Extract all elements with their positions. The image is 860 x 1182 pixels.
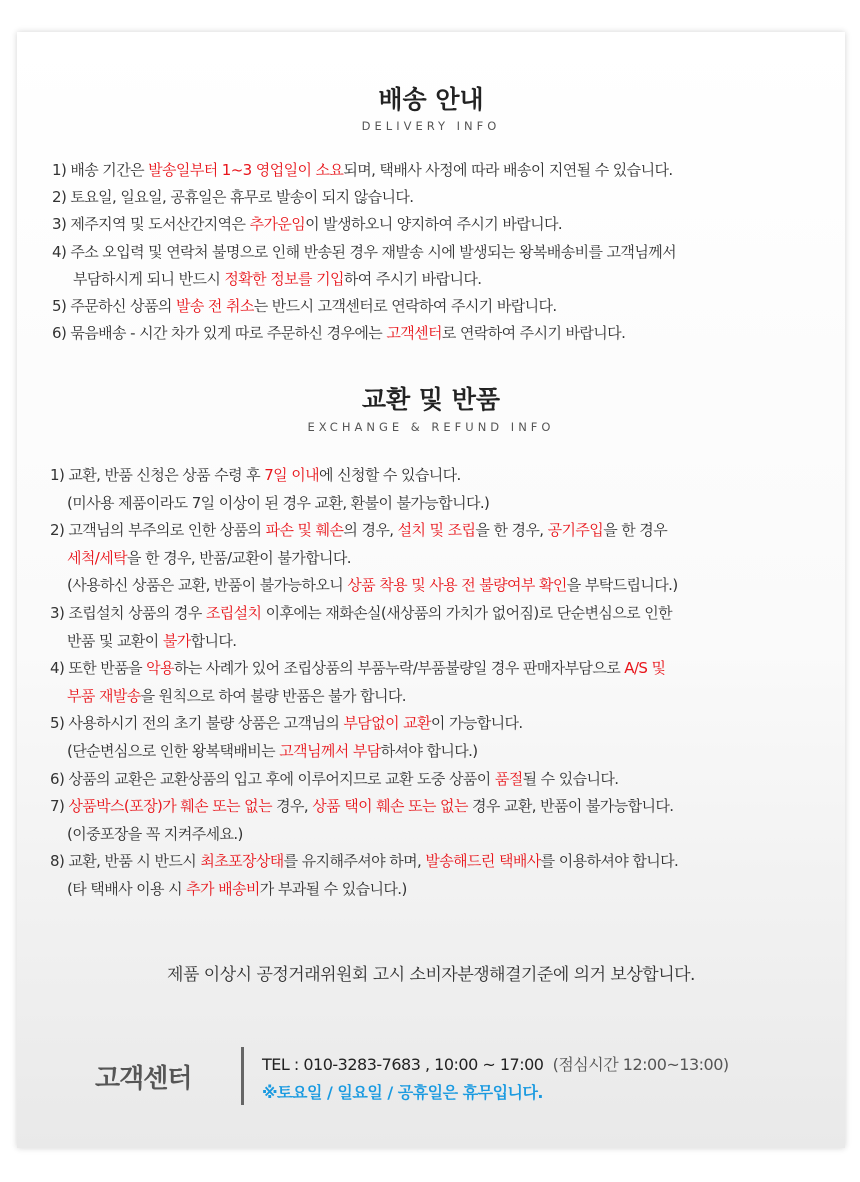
text: 6) 묶음배송 - 시간 차가 있게 따로 주문하신 경우에는: [52, 324, 387, 343]
text: 6) 상품의 교환은 교환상품의 입고 후에 이루어지므로 교환 도중 상품이: [50, 769, 495, 788]
highlight-text: 추가 배송비: [186, 880, 260, 898]
text: 에 신청할 수 있습니다.: [319, 466, 461, 484]
highlight-text: 상품 택이 훼손 또는 없는: [312, 797, 468, 816]
text: 을 한 경우, 반품/교환이 불가합니다.: [127, 548, 351, 567]
text: 하셔야 합니다.): [380, 742, 478, 760]
highlight-text: 품절: [494, 769, 523, 788]
text: 5) 사용하시기 전의 초기 불량 상품은 고객님의: [50, 714, 344, 733]
highlight-text: 상품 착용 및 사용 전 불량여부 확인: [347, 576, 567, 595]
holiday-notice: ※토요일 / 일요일 / 공휴일은 휴무입니다.: [262, 1083, 544, 1102]
highlight-text: 부품 재발송: [67, 686, 141, 705]
text: 반품 및 교환이: [67, 631, 163, 650]
customer-center-label: 고객센터: [95, 1064, 192, 1094]
list-item: [67, 823, 243, 844]
text: 부담하시게 되니 반드시: [73, 269, 225, 288]
text: 되며, 택배사 사정에 따라 배송이 지연될 수 있습니다.: [343, 161, 673, 179]
highlight-text: 파손 및 훼손: [265, 521, 344, 540]
list-item: [50, 519, 667, 540]
list-item: [52, 213, 562, 234]
highlight-text: 상품박스(포장)가 훼손 또는 없는: [68, 797, 272, 816]
highlight-text: 추가운임: [249, 215, 306, 234]
text: 합니다.: [190, 631, 237, 650]
text: 7): [50, 797, 69, 816]
text: 2) 토요일, 일요일, 공휴일은 휴무로 발송이 되지 않습니다.: [52, 188, 414, 207]
customer-center-tel: [262, 1052, 729, 1075]
highlight-text: 고객님께서 부담: [279, 742, 381, 760]
highlight-text: A/S 및: [624, 659, 666, 678]
text: (단순변심으로 인한 왕복택배비는: [67, 742, 280, 760]
highlight-text: 공기주입: [547, 521, 604, 540]
text: 3) 조립설치 상품의 경우: [50, 604, 206, 622]
text: 4) 주소 오입력 및 연락처 불명으로 인해 반송된 경우 재발송 시에 발생되는 왕복배송비를 고객님께서: [52, 242, 676, 261]
highlight-text: 정확한 정보를 기입: [224, 269, 344, 288]
highlight-text: 발송해드린 택배사: [425, 852, 541, 871]
text: 3) 제주지역 및 도서산간지역은: [52, 215, 250, 234]
text: (타 택배사 이용 시: [67, 880, 187, 898]
text: 2) 고객님의 부주의로 인한 상품의: [50, 521, 266, 540]
text: 을 원칙으로 하여 불량 반품은 불가 합니다.: [140, 686, 406, 705]
highlight-text: 설치 및 조립: [397, 521, 476, 540]
text: (사용하신 상품은 교환, 반품이 불가능하오니: [67, 576, 348, 595]
highlight-text: 7일 이내: [264, 466, 320, 484]
text: 경우 교환, 반품이 불가능합니다.: [467, 797, 674, 816]
text: 이 발생하오니 양지하여 주시기 바랍니다.: [305, 215, 563, 234]
text: 을 한 경우,: [475, 521, 548, 540]
text: (이중포장을 꼭 지켜주세요.): [67, 824, 243, 843]
list-item: [67, 574, 678, 595]
text: 는 반드시 고객센터로 연락하여 주시기 바랍니다.: [253, 297, 557, 315]
text: 하여 주시기 바랍니다.: [343, 269, 482, 288]
list-item: [67, 630, 236, 651]
text: (미사용 제품이라도 7일 이상이 된 경우 교환, 환불이 불가능합니다.): [67, 493, 490, 512]
lunch-hours: (점심시간 12:00~13:00): [552, 1055, 729, 1074]
text: 될 수 있습니다.: [522, 769, 619, 788]
text: 하는 사례가 있어 조립상품의 부품누락/부품불량일 경우 판매자부담으로: [173, 659, 625, 678]
divider: [241, 1047, 244, 1105]
list-item: [50, 657, 665, 678]
highlight-text: 고객센터: [386, 324, 442, 343]
text: 를 이용하셔야 합니다.: [540, 852, 679, 871]
list-item: [50, 464, 461, 485]
list-item: [52, 295, 557, 316]
list-item: [50, 768, 618, 789]
compensation-notice: 제품 이상시 공정거래위원회 고시 소비자분쟁해결기준에 의거 보상합니다.: [167, 965, 695, 985]
list-item: [52, 322, 625, 343]
text: 5) 주문하신 상품의: [52, 297, 176, 315]
text: 8) 교환, 반품 시 반드시: [50, 852, 201, 871]
text: 이 가능합니다.: [430, 714, 523, 733]
text: 가 부과될 수 있습니다.): [259, 880, 407, 898]
text: 1) 배송 기간은: [52, 161, 149, 179]
highlight-text: 발송일부터 1~3 영업일이 소요: [148, 161, 344, 179]
list-item: [67, 878, 407, 899]
text: 을 한 경우: [603, 521, 668, 540]
list-item: [52, 241, 676, 262]
highlight-text: 악용: [146, 659, 174, 678]
delivery-title: 배송 안내: [378, 85, 484, 114]
text: 을 부탁드립니다.): [566, 576, 678, 595]
info-card: [17, 32, 845, 1148]
list-item: [73, 268, 481, 289]
list-item: [67, 492, 489, 513]
text: 1) 교환, 반품 신청은 상품 수령 후: [50, 466, 265, 484]
exchange-title: 교환 및 반품: [361, 385, 501, 414]
list-item: [50, 795, 673, 816]
text: 의 경우,: [343, 521, 398, 540]
highlight-text: 발송 전 취소: [175, 297, 254, 315]
list-item: [52, 186, 413, 207]
highlight-text: 불가: [162, 631, 191, 650]
list-item: [67, 547, 351, 568]
highlight-text: 부담없이 교환: [343, 714, 431, 733]
highlight-text: 세척/세탁: [67, 548, 128, 567]
exchange-subtitle: EXCHANGE & REFUND INFO: [307, 420, 555, 434]
list-item: [50, 712, 523, 733]
text: 4) 또한 반품을: [50, 659, 147, 678]
list-item: [67, 740, 478, 761]
text: 경우,: [271, 797, 313, 816]
list-item: [52, 159, 673, 180]
tel-hours: TEL : 010-3283-7683 , 10:00 ~ 17:00: [262, 1055, 544, 1074]
list-item: [50, 602, 672, 623]
highlight-text: 조립설치: [205, 604, 262, 622]
delivery-subtitle: DELIVERY INFO: [361, 119, 501, 133]
text: 를 유지해주셔야 하며,: [283, 852, 426, 871]
highlight-text: 최초포장상태: [200, 852, 284, 871]
list-item: [50, 850, 678, 871]
text: 로 연락하여 주시기 바랍니다.: [441, 324, 626, 343]
text: 이후에는 재화손실(새상품의 가치가 없어짐)로 단순변심으로 인한: [261, 604, 672, 622]
list-item: [67, 685, 406, 706]
